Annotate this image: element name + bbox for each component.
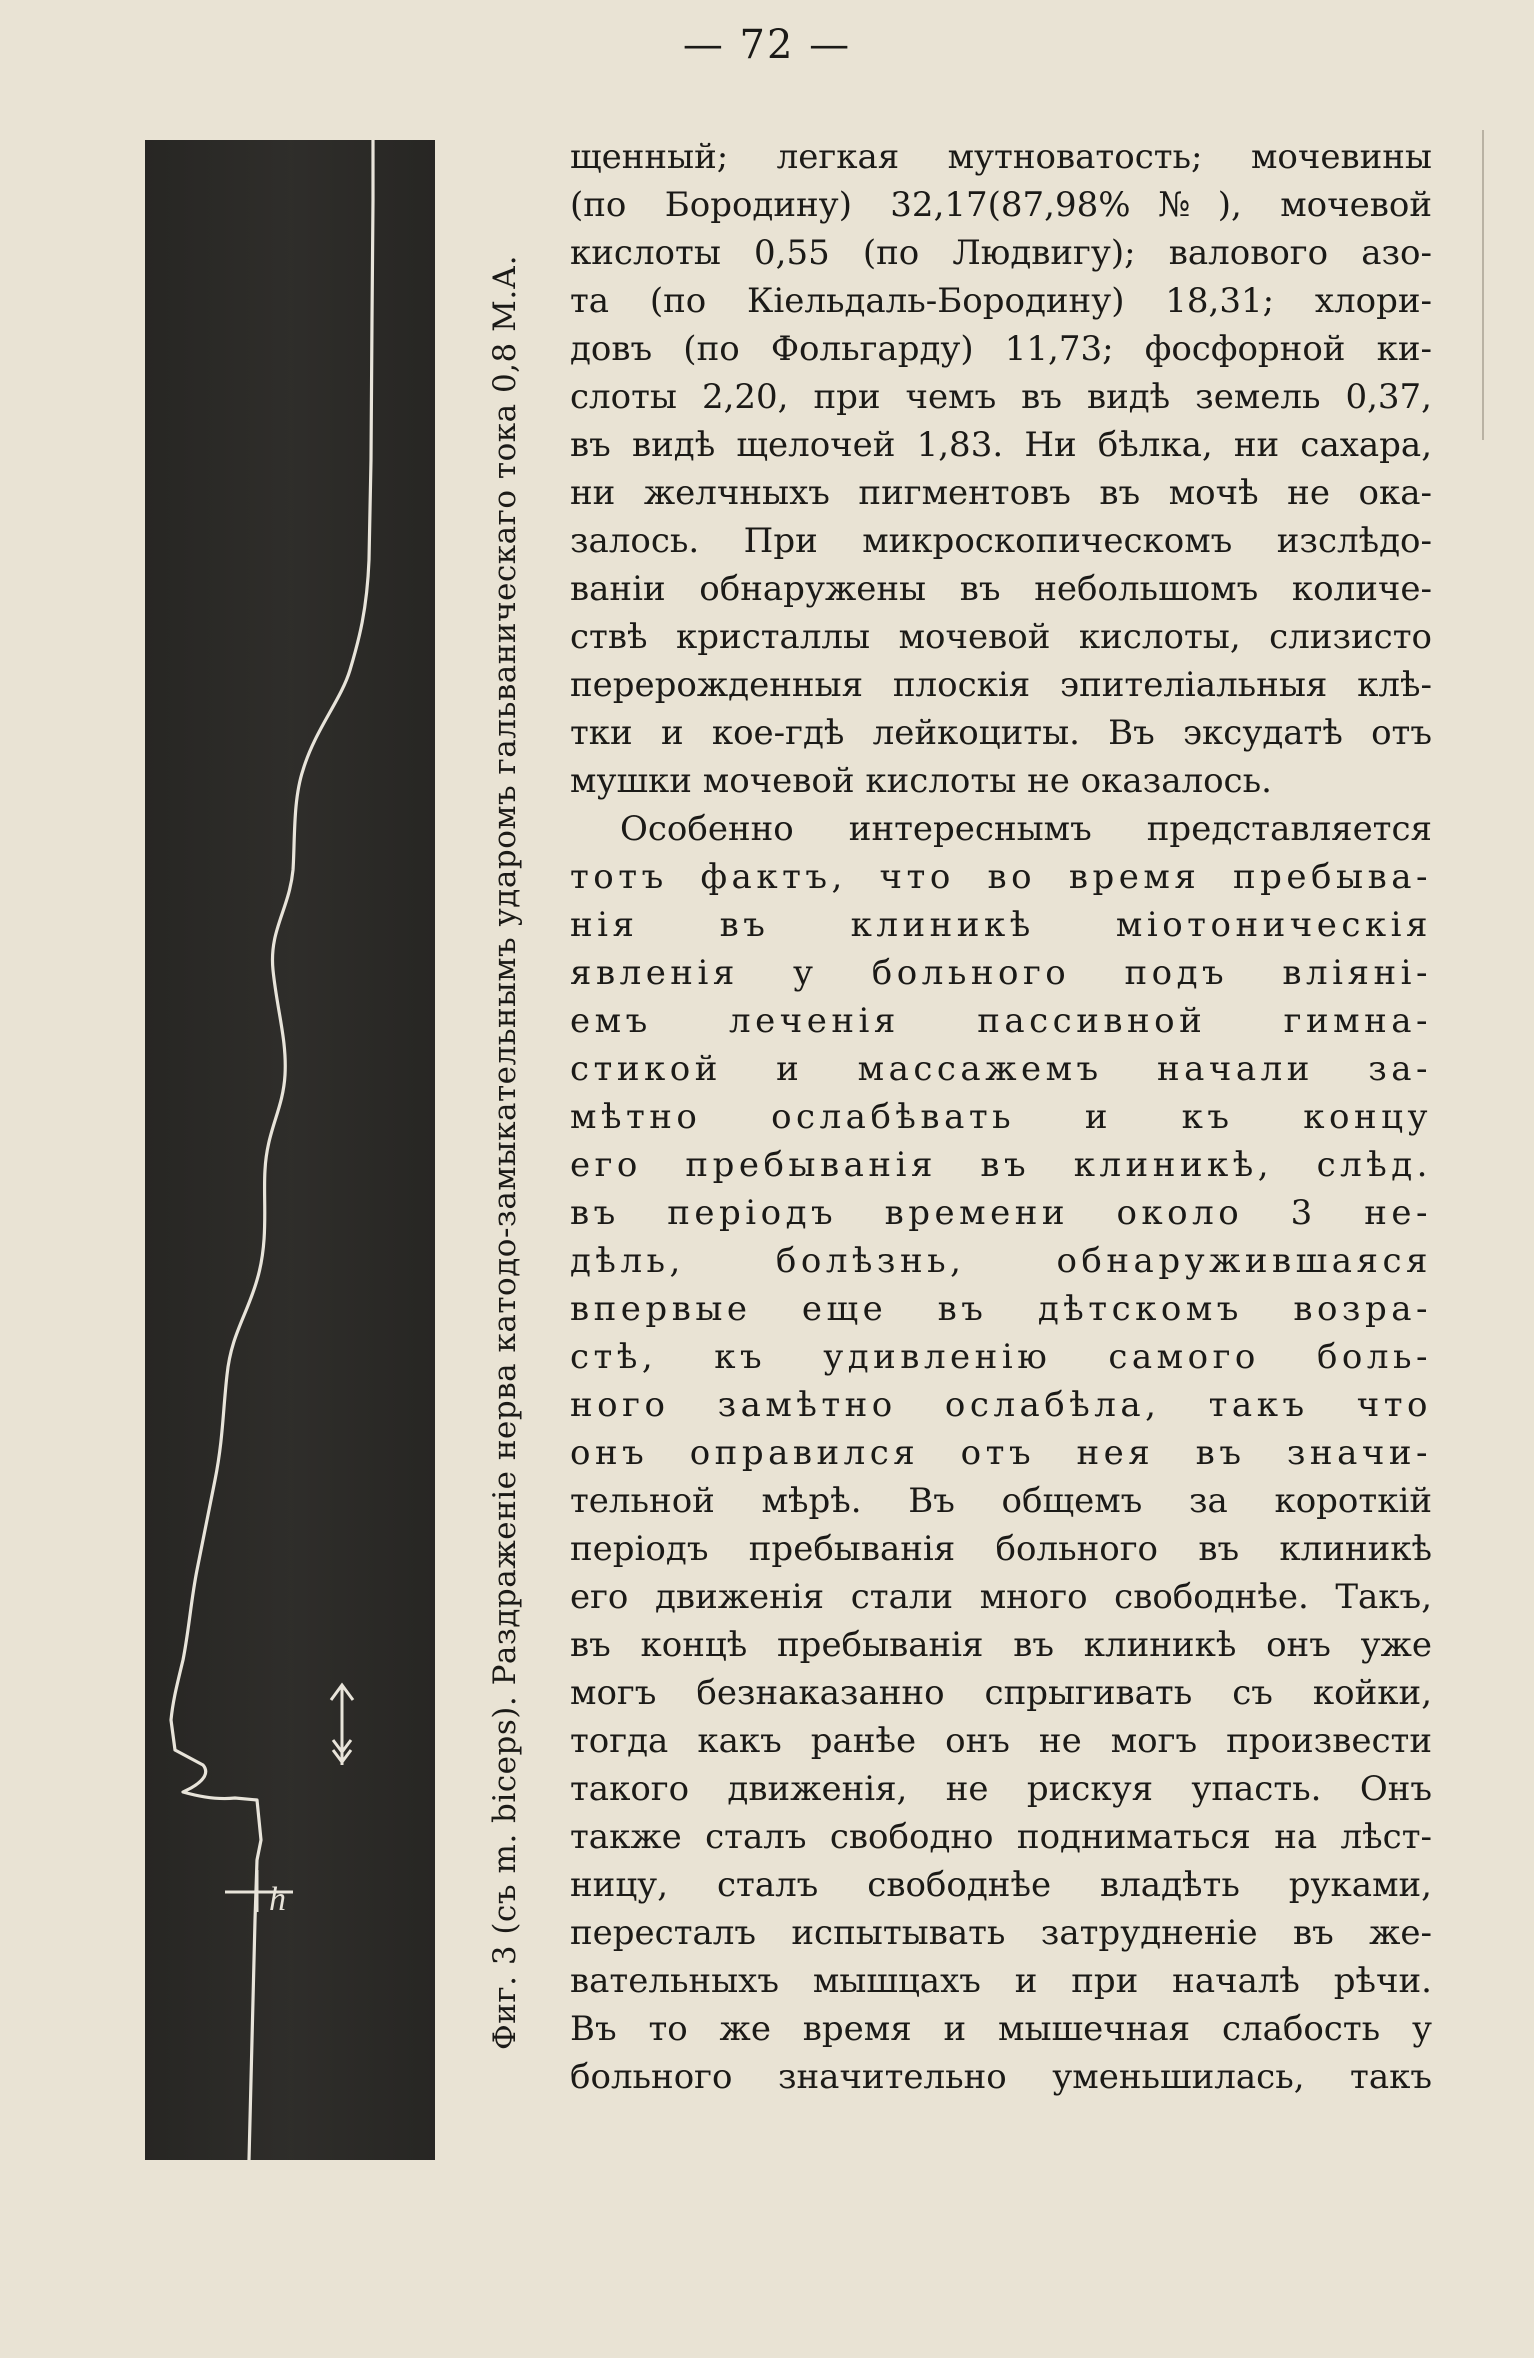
page-number: — 72 — [682, 22, 852, 68]
text-line: въ концѣ пребыванія въ клиникѣ онъ уже [570, 1625, 1432, 1665]
text-line: (по Бородину) 32,17(87,98%№), мочевой [570, 185, 1432, 225]
text-line: періодъ пребыванія больного въ клиникѣ [570, 1529, 1432, 1569]
text-line: та (по Кіельдаль-Бородину) 18,31; хлори- [570, 281, 1432, 321]
text-line: ни желчныхъ пигментовъ въ мочѣ не ока- [570, 473, 1432, 513]
stimulus-marker-label: h [269, 1881, 286, 1918]
text-line: тогда какъ ранѣе онъ не могъ произвести [570, 1721, 1432, 1761]
text-line: Особенно интереснымъ представляется [620, 809, 1432, 849]
text-line: дѣль, болѣзнь, обнаружившаяся [570, 1241, 1432, 1281]
text-line: также сталъ свободно подниматься на лѣст- [570, 1817, 1432, 1857]
text-line: нія въ клиникѣ міотоническія [570, 905, 1432, 945]
text-line: емъ леченія пассивной гимна- [570, 1001, 1432, 1041]
text-line: щенный; легкая мутноватость; мочевины [570, 137, 1432, 177]
text-line: явленія у больного подъ вліяні- [570, 953, 1432, 993]
margin-rule [1482, 130, 1484, 440]
text-line: онъ оправился отъ нея въ значи- [570, 1433, 1432, 1473]
text-line: могъ безнаказанно спрыгивать съ койки, [570, 1673, 1432, 1713]
text-line: ного замѣтно ослабѣла, такъ что [570, 1385, 1432, 1425]
myogram-trace-svg [145, 140, 435, 2160]
body-text [570, 133, 1432, 2101]
text-line: вательныхъ мышцахъ и при началѣ рѣчи. [570, 1961, 1432, 2001]
text-line: ствѣ кристаллы мочевой кислоты, слизисто [570, 617, 1432, 657]
text-line: довъ (по Фольгарду) 11,73; фосфорной ки- [570, 329, 1432, 369]
figure-caption: Фиг. 3 (съ m. biceps). Раздраженіе нерва катодо-замыкательнымъ ударомъ гальваническаго тока 0,8 М.А. [487, 254, 523, 2050]
text-line: кислоты 0,55 (по Людвигу); валового азо- [570, 233, 1432, 273]
text-line: ницу, сталъ свободнѣе владѣть руками, [570, 1865, 1432, 1905]
text-line: тотъ фактъ, что во время пребыва- [570, 857, 1432, 897]
text-line: въ видѣ щелочей 1,83. Ни бѣлка, ни сахара, [570, 425, 1432, 465]
text-line: мѣтно ослабѣвать и къ концу [570, 1097, 1432, 1137]
text-line: его движенія стали много свободнѣе. Такъ, [570, 1577, 1432, 1617]
text-line: ваніи обнаружены въ небольшомъ количе- [570, 569, 1432, 609]
text-line: тки и кое-гдѣ лейкоциты. Въ эксудатѣ отъ [570, 713, 1432, 753]
text-line: въ періодъ времени около 3 не- [570, 1193, 1432, 1233]
text-line: стѣ, къ удивленію самого боль- [570, 1337, 1432, 1377]
text-line: такого движенія, не рискуя упасть. Онъ [570, 1769, 1432, 1809]
text-line: стикой и массажемъ начали за- [570, 1049, 1432, 1089]
text-line: его пребыванія въ клиникѣ, слѣд. [570, 1145, 1432, 1185]
text-line: мушки мочевой кислоты не оказалось. [570, 761, 1272, 801]
text-line: залось. При микроскопическомъ изслѣдо- [570, 521, 1432, 561]
text-line: Въ то же время и мышечная слабость у [570, 2009, 1432, 2049]
text-line: тельной мѣрѣ. Въ общемъ за короткій [570, 1481, 1432, 1521]
myogram-figure [145, 140, 435, 2160]
text-line: впервые еще въ дѣтскомъ возра- [570, 1289, 1432, 1329]
text-line: слоты 2,20, при чемъ въ видѣ земель 0,37, [570, 377, 1432, 417]
text-line: перерожденныя плоскія эпителіальныя клѣ- [570, 665, 1432, 705]
text-line: пересталъ испытывать затрудненіе въ же- [570, 1913, 1432, 1953]
text-line: больного значительно уменьшилась, такъ [570, 2057, 1432, 2097]
